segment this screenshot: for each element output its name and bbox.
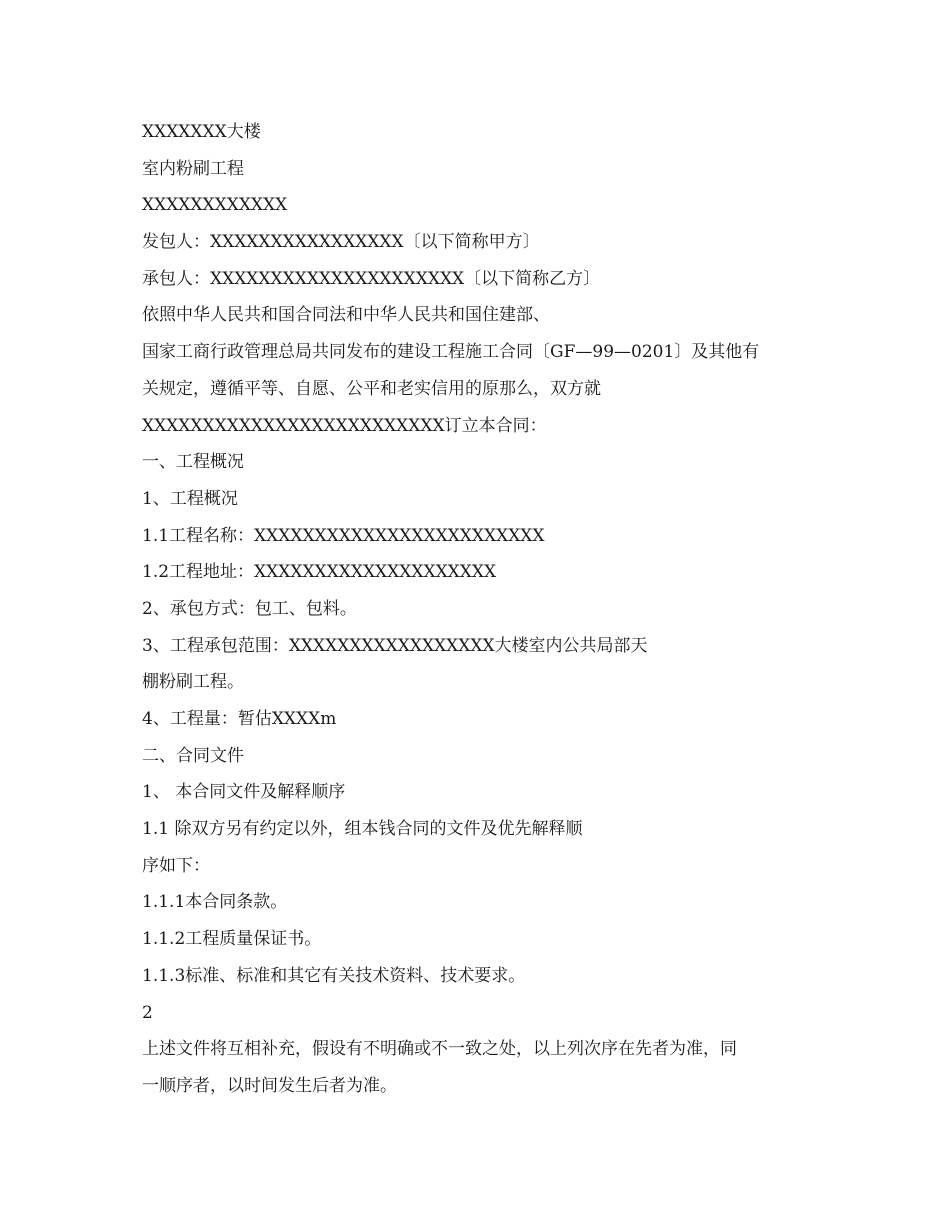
precedence-line-1: 上述文件将互相补充，假设有不明确或不一致之处，以上列次序在先者为准，同 (142, 1039, 737, 1060)
clause-3-scope-line-2: 棚粉刷工程。 (142, 672, 244, 693)
clause-2-contract-mode: 2、承包方式：包工、包料。 (142, 598, 357, 619)
preamble-line-2: 国家工商行政管理总局共同发布的建设工程施工合同〔GF—99—0201〕及其他有 (142, 342, 760, 363)
section-heading-overview: 一、工程概况 (142, 452, 244, 473)
section-heading-documents: 二、合同文件 (142, 745, 244, 766)
documents-clause-1-1-line-2: 序如下： (142, 855, 210, 876)
clause-4-quantity: 4、工程量：暂估XXXXm (142, 709, 337, 729)
documents-clause-1-heading: 1、 本合同文件及解释顺序 (142, 782, 346, 803)
document-body (142, 114, 822, 1105)
documents-clause-1-1-line-1: 1.1 除双方另有约定以外，组本钱合同的文件及优先解释顺 (142, 819, 583, 840)
preamble-line-3: 关规定，遵循平等、自愿、公平和老实信用的原那么，双方就 (142, 378, 601, 399)
documents-item-1-1-2: 1.1.2工程质量保证书。 (142, 929, 322, 950)
clause-1-1-project-name: 1.1工程名称：XXXXXXXXXXXXXXXXXXXXXXXX (142, 525, 545, 546)
documents-item-1-1-3: 1.1.3标准、标准和其它有关技术资料、技术要求。 (142, 965, 526, 986)
preamble-line-4: XXXXXXXXXXXXXXXXXXXXXXXXX订立本合同： (142, 415, 547, 436)
contract-number-line: XXXXXXXXXXXX (142, 195, 288, 216)
precedence-line-2: 一顺序者，以时间发生后者为准。 (142, 1075, 397, 1096)
building-name-line: XXXXXXX大楼 (142, 122, 261, 142)
employer-line: 发包人：XXXXXXXXXXXXXXXX〔以下简称甲方〕 (142, 232, 540, 253)
preamble-line-1: 依照中华人民共和国合同法和中华人民共和国住建部、 (142, 305, 550, 326)
documents-item-1-1-1: 1.1.1本合同条款。 (142, 892, 288, 913)
contractor-line: 承包人：XXXXXXXXXXXXXXXXXXXXX〔以下简称乙方〕 (142, 268, 601, 289)
clause-1-heading: 1、工程概况 (142, 488, 238, 509)
page-number-marker: 2 (142, 1002, 153, 1023)
clause-1-2-project-address: 1.2工程地址：XXXXXXXXXXXXXXXXXXXX (142, 562, 497, 583)
project-title-line: 室内粉刷工程 (142, 158, 244, 179)
clause-3-scope-line-1: 3、工程承包范围：XXXXXXXXXXXXXXXXX大楼室内公共局部天 (142, 635, 648, 656)
